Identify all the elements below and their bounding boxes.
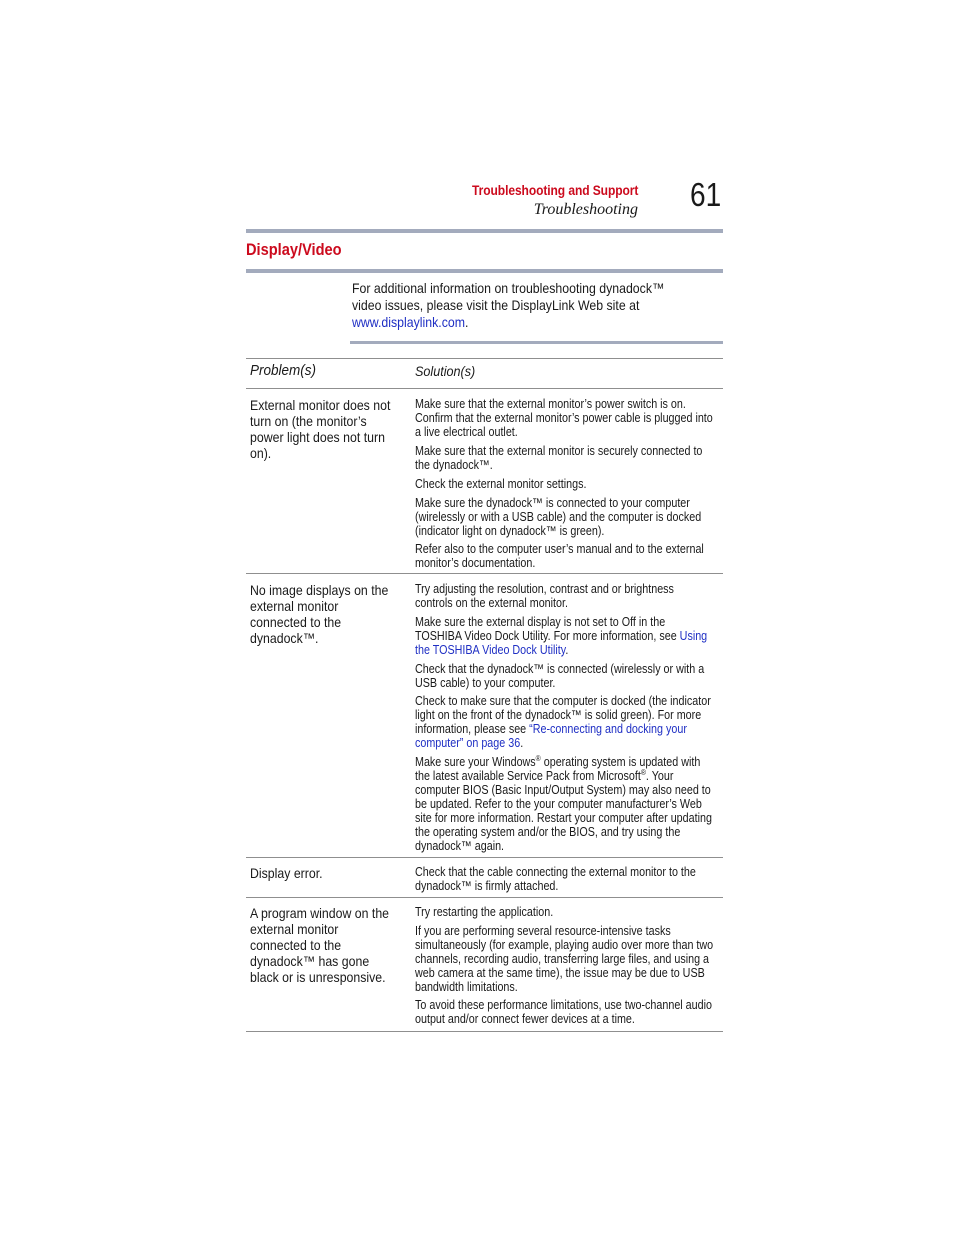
table-row	[246, 574, 723, 858]
table-row	[246, 858, 723, 898]
solution-item: Make sure that the external monitor’s power switch is on. Confirm that the external monitor’s power cable is plugged into a live electrical outlet.	[415, 397, 713, 439]
solution-text-end: .	[520, 736, 524, 750]
solution-text: . Your computer BIOS (Basic Input/Output System) may also need to be updated. Refer to the your computer manufacturer’s Web site for more information. Restart your computer after updating the operating system and/or the BIOS, and try using the dynadock™ again.	[415, 769, 712, 853]
table-row	[246, 389, 723, 574]
solution-text: Check to make sure that the computer is docked (the indicator light on the front of the dynadock™ is solid green). For more information, please see	[415, 694, 711, 736]
solution-item: Try restarting the application.	[415, 905, 554, 919]
solution-item	[415, 694, 714, 750]
problem-column-header: Problem(s)	[250, 362, 317, 379]
info-note	[352, 280, 678, 331]
solution-item: Make sure that the external monitor is securely connected to the dynadock™.	[415, 444, 703, 472]
solution-item: If you are performing several resource-intensive tasks simultaneously (for example, playing audio over more than two channels, recording audio, transferring large files, and using a web camera at the same time), the issue may be due to USB bandwidth limitations.	[415, 924, 714, 994]
note-rule	[350, 341, 723, 344]
section-rule	[246, 269, 723, 273]
solution-item: Check that the cable connecting the external monitor to the dynadock™ is firmly attached.	[415, 865, 696, 893]
solution-item: To avoid these performance limitations, use two-channel audio output and/or connect fewer devices at a time.	[415, 998, 712, 1026]
note-text: For additional information on troubleshooting dynadock™ video issues, please visit the DisplayLink Web site at	[352, 280, 665, 313]
solution-text: Make sure your Windows	[415, 755, 536, 769]
header-rule	[246, 229, 723, 233]
solution-text-end: .	[565, 643, 569, 657]
solution-item	[415, 615, 714, 657]
reconnecting-docking-link[interactable]: “Re-connecting and docking your computer” on page 36	[415, 722, 687, 750]
solution-item: Try adjusting the resolution, contrast and or brightness controls on the external monitor.	[415, 582, 674, 610]
running-header-section: Troubleshooting	[533, 201, 638, 218]
section-title: Display/Video	[246, 240, 342, 259]
solution-item: Check that the dynadock™ is connected (wirelessly or with a USB cable) to your computer.	[415, 662, 705, 690]
solution-item: Check the external monitor settings.	[415, 477, 587, 491]
table-row	[246, 898, 723, 1032]
solution-item: Make sure the dynadock™ is connected to your computer (wirelessly or with a USB cable) and the computer is docked (indicator light on dynadock™ is green).	[415, 496, 702, 538]
solution-item	[415, 755, 714, 853]
video-dock-utility-link[interactable]: Using the TOSHIBA Video Dock Utility	[415, 629, 708, 657]
table-header	[246, 358, 723, 389]
registered-mark: ®	[535, 753, 541, 763]
troubleshooting-table	[246, 358, 723, 1032]
displaylink-link[interactable]: www.displaylink.com	[352, 314, 465, 330]
problem-cell: Display error.	[250, 865, 323, 881]
registered-mark: ®	[640, 767, 646, 777]
solution-column-header: Solution(s)	[415, 363, 476, 379]
solution-text: operating system is updated with the latest available Service Pack from Microsoft	[415, 755, 701, 783]
note-end: .	[464, 314, 469, 330]
problem-cell: No image displays on the external monitor connected to the dynadock™.	[250, 582, 389, 646]
solution-item: Refer also to the computer user’s manual and to the external monitor’s documentation.	[415, 542, 704, 570]
page-number: 61	[690, 176, 722, 213]
problem-cell: External monitor does not turn on (the monitor’s power light does not turn on).	[250, 397, 391, 461]
problem-cell: A program window on the external monitor connected to the dynadock™ has gone black or is unresponsive.	[250, 905, 390, 985]
running-header-chapter: Troubleshooting and Support	[471, 182, 638, 198]
solution-text: Make sure the external display is not set to Off in the TOSHIBA Video Dock Utility. For more information, see	[415, 615, 680, 643]
